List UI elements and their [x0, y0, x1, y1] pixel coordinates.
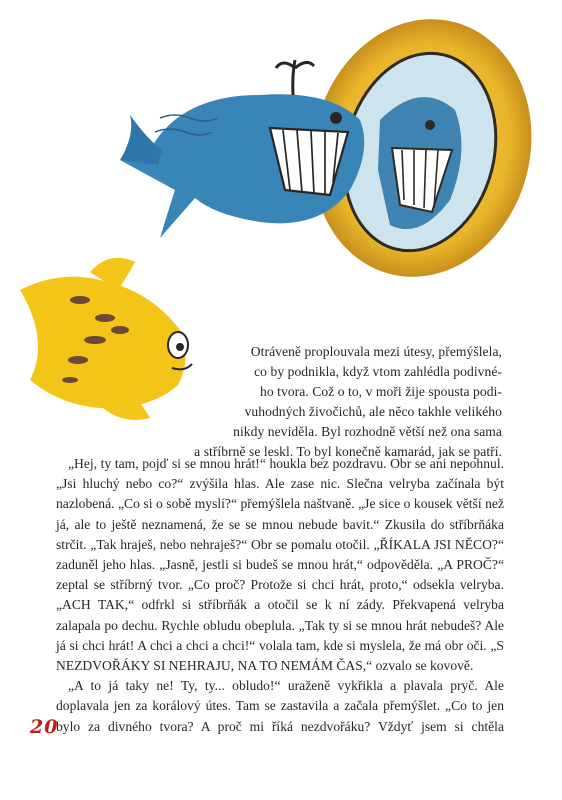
intro-line: ho tvora. Což o to, v moři žije spousta podi- [260, 384, 502, 399]
paragraph: „Hej, ty tam, pojď si se mnou hrát!“ houkla bez pozdravu. Obr se ani nepohnul. „Jsi hluchý nebo co?“ zvýšila hlas. Ale zase nic. Slečna velryba začínala být nazlobená. „Co si o sobě myslí?“ přemýšlela naštvaně. „Je sice o kousek větší než já, ale to ještě neznamená, že se se mnou nebude bavit.“ Zkusila do stříbrňáka strčit. „Tak hraješ, nebo nehraješ?“ Obr se pomalu otočil. „ŘÍKALA JSI NĚCO?“ zaduněl jeho hlas. „Jasně, jestli si budeš se mnou hrát,“ odpověděla. „A PROČ?“ zeptal se stříbrný tvor. „Co proč? Protože si chci hrát, proto,“ odsekla velryba. „ACH TAK,“ odfrkl si stříbrňák a otočil se k ní zády. Překvapená velryba zalapala po dechu. Rychle obludu obeplula. „Tak ty si se mnou hrát nebudeš? Ale já si chci hrát! A chci a chci a chci!“ volala tam, kde si myslela, že má obr oči. „S NEZDVOŘÁKY SI NEHRAJU, NA TO NEMÁM ČAS,“ ozvalo se kovově. [56, 456, 504, 674]
intro-line: Otráveně proplouvala mezi útesy, přemýšlela, [250, 344, 502, 359]
intro-line: nikdy neviděla. Byl rozhodně větší než ona sama [233, 424, 502, 439]
intro-line: vuhodných živočichů, ale něco takhle velikého [244, 404, 502, 419]
story-text [56, 454, 504, 737]
intro-line: co by podnikla, když vtom zahlédla podivné- [254, 364, 502, 379]
yellow-fish [20, 258, 192, 420]
page-number: 20 [30, 716, 59, 738]
intro-line: a stříbrně se leskl. To byl konečně kamarád, jak se patří. [194, 444, 502, 459]
paragraph: „A to já taky ne! Ty, ty... obludo!“ uraženě vykřikla a plavala pryč. Ale doplavala jen za korálový útes. Tam se zastavila a začala přemýšlet. „Co to jen bylo za divného tvora? A proč mi říká nezdvořáku? Vždyť jsem si chtěla [56, 678, 504, 734]
